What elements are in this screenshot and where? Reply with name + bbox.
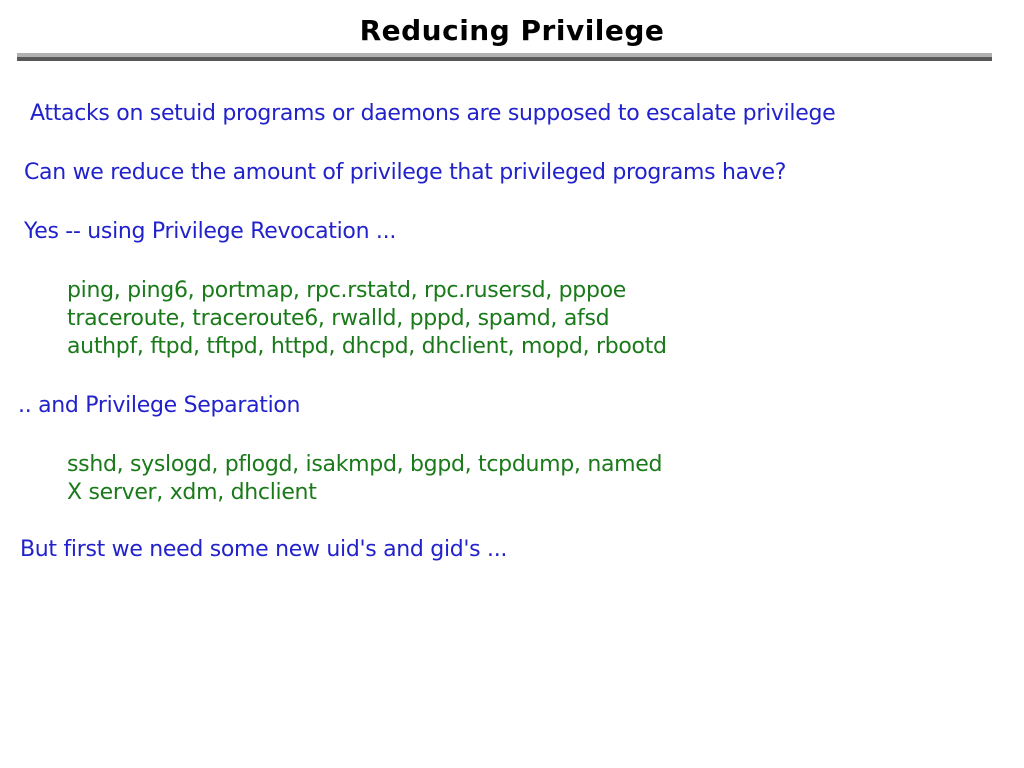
- text-line-can-we-reduce: Can we reduce the amount of privilege that privileged programs have?: [24, 160, 787, 185]
- text-line-revocation-programs-1: ping, ping6, portmap, rpc.rstatd, rpc.rusersd, pppoe: [67, 278, 627, 303]
- text-line-privilege-revocation: Yes -- using Privilege Revocation ...: [24, 219, 397, 244]
- slide-title: Reducing Privilege: [359, 14, 665, 47]
- text-line-revocation-programs-2: traceroute, traceroute6, rwalld, pppd, spamd, afsd: [67, 306, 610, 331]
- text-line-separation-programs-2: X server, xdm, dhclient: [67, 480, 317, 505]
- text-line-attacks: Attacks on setuid programs or daemons are supposed to escalate privilege: [30, 101, 836, 126]
- text-line-separation-programs-1: sshd, syslogd, pflogd, isakmpd, bgpd, tcpdump, named: [67, 452, 663, 477]
- text-line-new-uids-gids: But first we need some new uid's and gid's ...: [20, 537, 508, 562]
- title-divider: [17, 53, 992, 61]
- text-line-privilege-separation: .. and Privilege Separation: [18, 393, 301, 418]
- text-line-revocation-programs-3: authpf, ftpd, tftpd, httpd, dhcpd, dhclient, mopd, rbootd: [67, 334, 667, 359]
- title-divider-shadow: [17, 57, 992, 61]
